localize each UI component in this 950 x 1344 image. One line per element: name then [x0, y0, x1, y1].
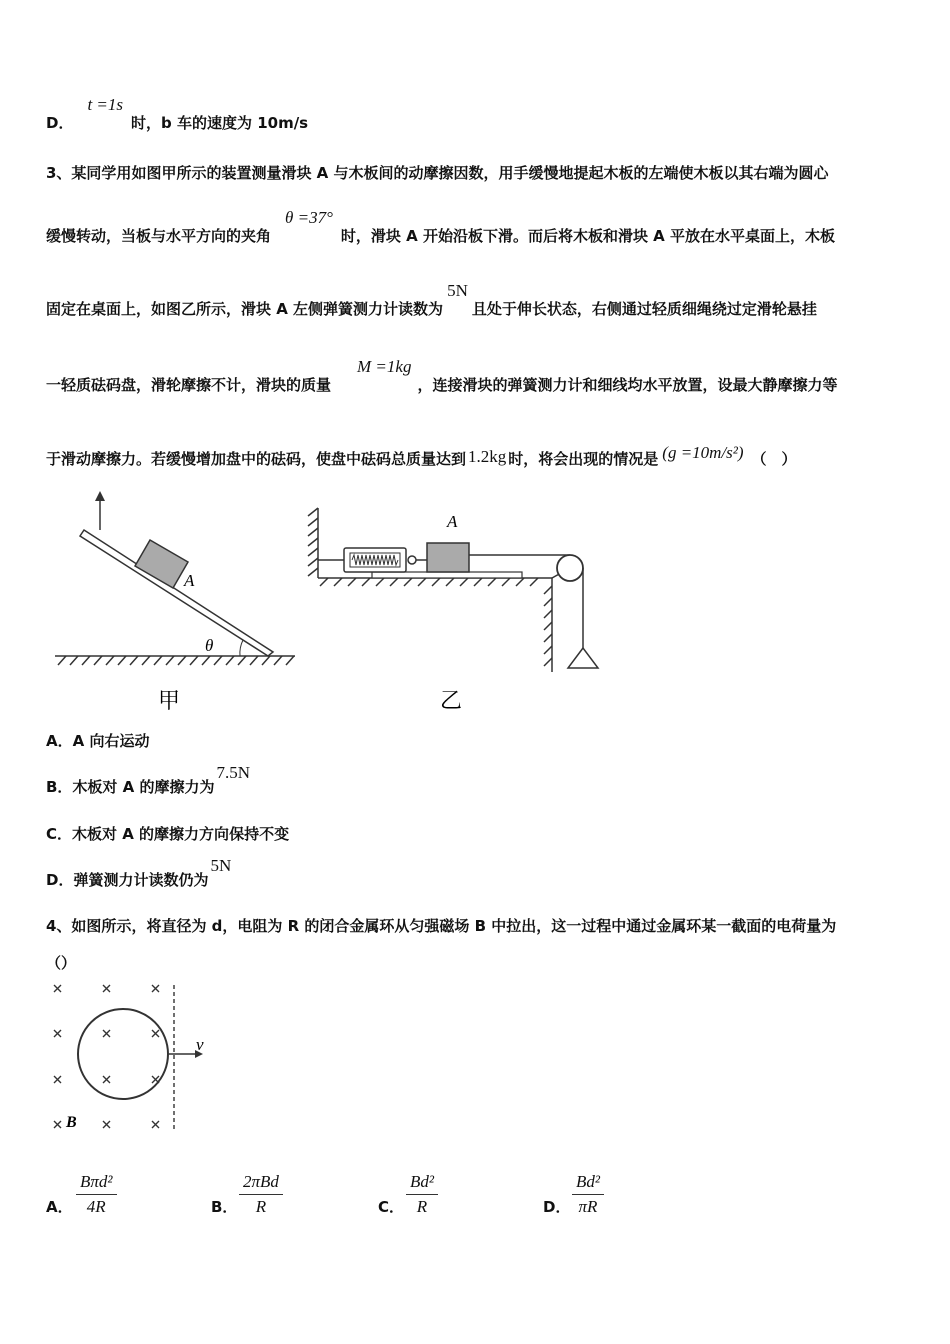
q3-line-5 [46, 443, 797, 469]
q4-line-2: （） [46, 954, 77, 972]
jia-block-label: A [184, 571, 195, 590]
figure-magnetic-field [45, 980, 225, 1140]
q4-option-c-fraction [406, 1170, 438, 1219]
yi-block-label: A [447, 512, 458, 531]
q2-option-d-label: D． [46, 114, 74, 132]
q3-option-b-math: 7.5N [216, 763, 251, 782]
q3-line-2-post: 时，滑块 A 开始沿板下滑。而后将木板和滑块 A 平放在水平桌面上，木板 [340, 227, 836, 245]
ground-hatching [55, 656, 295, 665]
q4-option-b-fraction [239, 1170, 283, 1219]
q2-option-d-text: 时，b 车的速度为 10m/s [131, 114, 309, 132]
q3-option-d [46, 856, 232, 890]
q3-line-2-pre: 缓慢转动，当板与水平方向的夹角 [46, 227, 272, 245]
q2-option-d [46, 95, 309, 133]
q4-option-a-num: Bπd² [76, 1170, 117, 1195]
q3-line-3-pre: 固定在桌面上，如图乙所示，滑块 A 左侧弹簧测力计读数为 [46, 300, 444, 318]
q3-line-4-post: ，连接滑块的弹簧测力计和细线均水平放置，设最大静摩擦力等 [417, 376, 838, 394]
q3-line-2 [46, 208, 836, 246]
q3-line-1: 3、某同学用如图甲所示的装置测量滑块 A 与木板间的动摩擦因数，用手缓慢地提起木板的左端使木板以其右端为圆心 [46, 164, 829, 182]
q4-option-d-num: Bd² [572, 1170, 604, 1195]
q4-option-a-den: 4R [86, 1197, 106, 1216]
q3-option-d-text: D．弹簧测力计读数仍为 [46, 871, 209, 889]
spring-scale [344, 548, 406, 572]
q4-option-d-den: πR [578, 1197, 598, 1216]
yi-caption: 乙 [440, 688, 463, 713]
weight-pan [568, 648, 598, 668]
q4-option-c-num: Bd² [406, 1170, 438, 1195]
q3-weight-math: 1.2kg [468, 447, 507, 466]
block-a [427, 543, 469, 572]
q3-option-a: A．A 向右运动 [46, 732, 150, 750]
q4-option-d-label: D． [543, 1198, 571, 1216]
q3-line-3-post: 且处于伸长状态，右侧通过轻质细绳绕过定滑轮悬挂 [471, 300, 817, 318]
q3-mass-math: M =1kg [357, 357, 412, 376]
q3-option-d-math: 5N [210, 856, 232, 875]
block-a [135, 540, 188, 588]
q3-line-5-post: （ ） [751, 450, 797, 468]
q4-option-c-den: R [416, 1197, 428, 1216]
q3-line-5-pre: 于滑动摩擦力。若缓慢增加盘中的砝码，使盘中砝码总质量达到 [46, 450, 467, 468]
scale-ring [408, 556, 416, 564]
angle-arc [240, 640, 243, 656]
q4-option-b-num: 2πBd [239, 1170, 283, 1195]
q4-option-a-label: A． [46, 1198, 73, 1216]
jia-caption: 甲 [158, 688, 181, 713]
q3-angle-math: θ =37° [285, 208, 333, 227]
q3-line-4 [46, 357, 838, 395]
figure-jia [50, 488, 300, 718]
q3-line-3 [46, 281, 817, 319]
q4-option-d-fraction [572, 1170, 604, 1219]
q3-option-b-text: B．木板对 A 的摩擦力为 [46, 778, 215, 796]
q3-option-b [46, 763, 251, 797]
jia-angle-label: θ [205, 636, 214, 655]
wall-hatching [308, 508, 318, 578]
q4-option-b-den: R [255, 1197, 267, 1216]
velocity-label: v [196, 1035, 204, 1054]
q4-option-c-label: C． [378, 1198, 405, 1216]
q3-gravity-math: (g =10m/s²) [662, 443, 744, 462]
inclined-board [80, 530, 273, 656]
q4-line-1: 4、如图所示，将直径为 d，电阻为 R 的闭合金属环从匀强磁场 B 中拉出，这一过程中通过金属环某一截面的电荷量为 [46, 917, 837, 935]
q4-option-b-label: B． [211, 1198, 238, 1216]
metal-ring [78, 1009, 168, 1099]
wooden-board [372, 572, 522, 578]
q3-line-5-mid: 时，将会出现的情况是 [508, 450, 659, 468]
q3-force-math: 5N [447, 281, 468, 300]
q3-line-4-pre: 一轻质砝码盘，滑轮摩擦不计，滑块的质量 [46, 376, 332, 394]
figure-yi [300, 500, 620, 720]
field-cross-marks [54, 985, 159, 1128]
q2-option-d-math: t =1s [87, 95, 124, 114]
field-label: B [66, 1114, 77, 1131]
table-hatching [318, 578, 552, 672]
q3-option-c: C．木板对 A 的摩擦力方向保持不变 [46, 825, 290, 843]
q4-option-a-fraction [76, 1170, 117, 1219]
lift-arrow-icon [95, 491, 105, 501]
pulley-icon [557, 555, 583, 581]
